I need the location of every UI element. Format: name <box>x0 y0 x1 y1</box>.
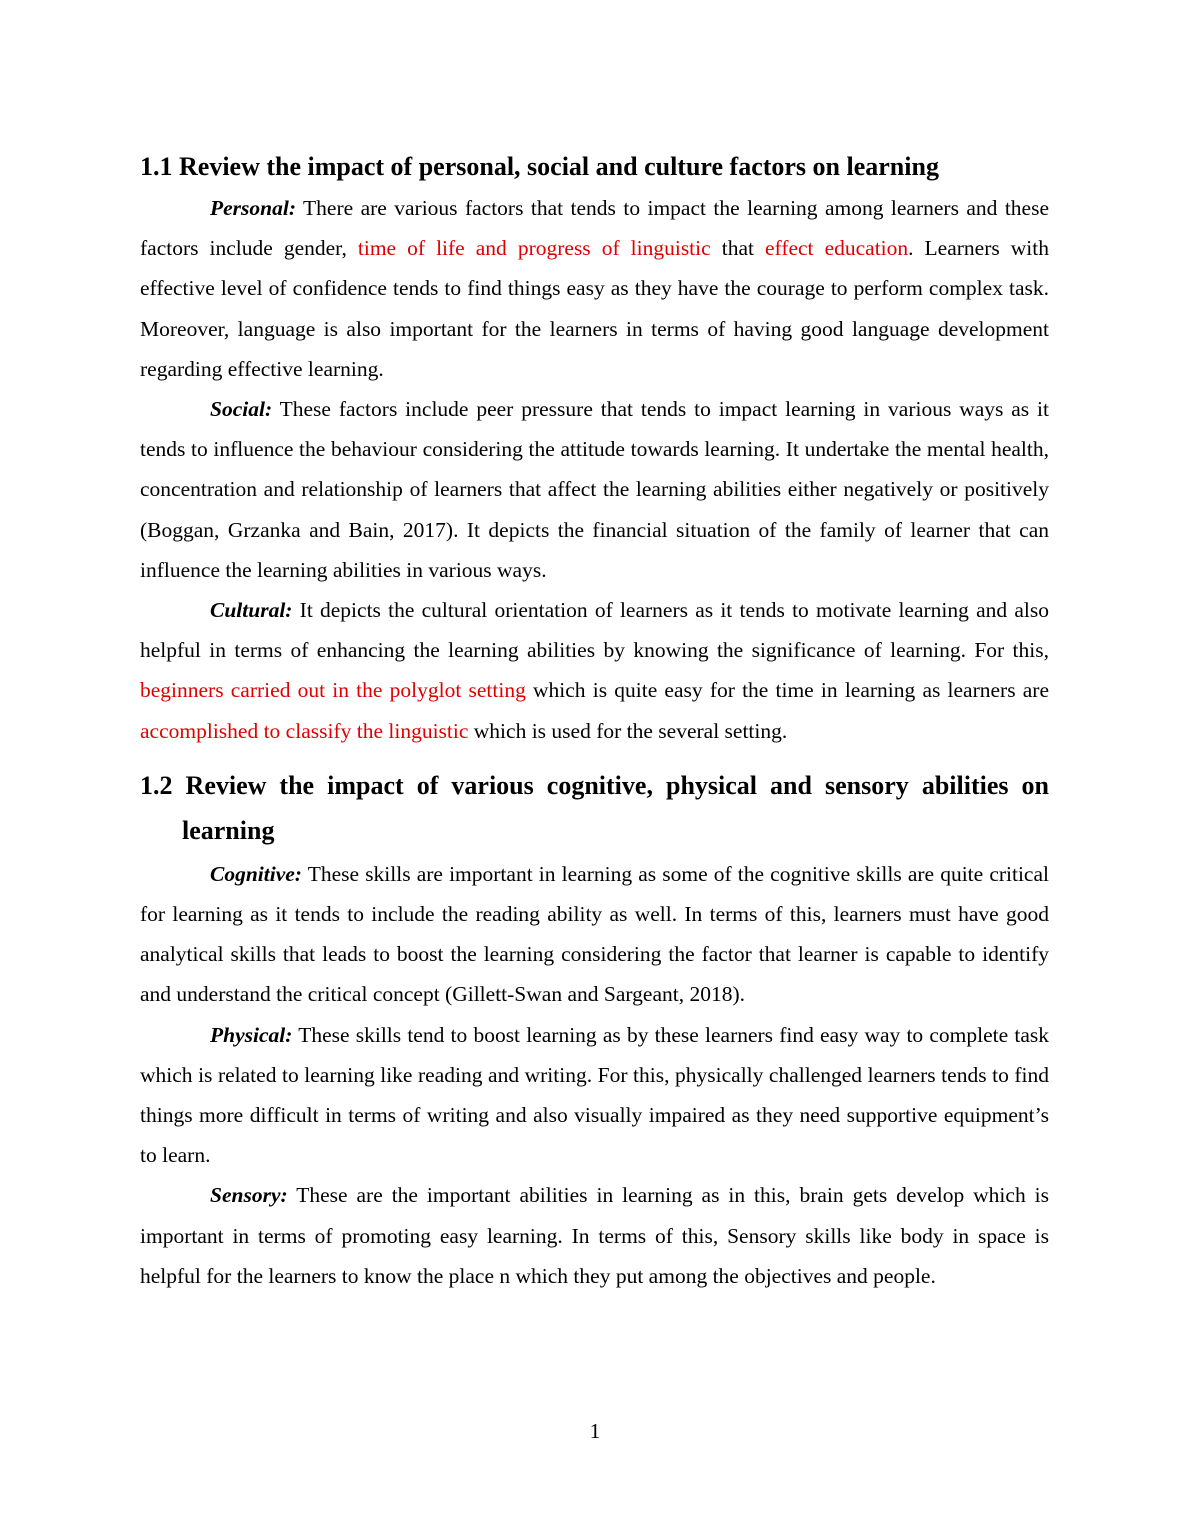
paragraph-personal <box>140 188 1049 389</box>
highlighted-text: time of life and progress of linguistic <box>357 236 711 261</box>
paragraph-sensory <box>140 1175 1049 1296</box>
paragraph-cognitive <box>140 854 1049 1015</box>
highlighted-text: effect education <box>765 236 909 261</box>
text-segment: There are various factors that tends to impact the learning among learners and these factors include gender, <box>140 196 1049 261</box>
section-heading-1-2: 1.2 Review the impact of various cognitive, physical and sensory abilities on learning <box>140 770 1049 845</box>
text-segment: which is quite easy for the time in learning as learners are <box>525 678 1049 703</box>
term-cognitive: Cognitive: <box>210 861 302 886</box>
term-cultural: Cultural: <box>210 598 293 623</box>
text-segment: These factors include peer pressure that tends to impact learning in various ways as it tends to influence the behaviour considering the attitude towards learning. It undertake the mental health, concentration and relationship of learners that affect the learning abilities either negatively or positively (Boggan, Grzanka and Bain, 2017). It depicts the financial situation of the family of learner that can influence the learning abilities in various ways. <box>140 397 1049 582</box>
text-segment: that <box>710 236 765 261</box>
text-segment: These are the important abilities in learning as in this, brain gets develop which is important in terms of promoting easy learning. In terms of this, Sensory skills like body in space is helpful for the learners to know the place n which they put among the objectives and people. <box>140 1183 1049 1288</box>
text-segment: These skills are important in learning as some of the cognitive skills are quite critical for learning as it tends to include the reading ability as well. In terms of this, learners must have good analytical skills that leads to boost the learning considering the factor that learner is capable to identify and understand the critical concept (Gillett-Swan and Sargeant, 2018). <box>140 861 1049 1007</box>
paragraph-physical <box>140 1015 1049 1176</box>
term-sensory: Sensory: <box>210 1183 288 1208</box>
paragraph-cultural <box>140 590 1049 751</box>
term-personal: Personal: <box>210 196 296 220</box>
text-segment: These skills tend to boost learning as by these learners find easy way to complete task which is related to learning like reading and writing. For this, physically challenged learners tends to find things more difficult in terms of writing and also visually impaired as they need supportive equipment’s to learn. <box>140 1022 1049 1168</box>
highlighted-text: beginners carried out in the polyglot setting <box>140 678 526 703</box>
page-content <box>140 148 1049 1296</box>
text-segment: which is used for the several setting. <box>468 718 788 743</box>
text-segment: . Learners with effective level of confidence tends to find things easy as they have the courage to perform complex task. Moreover, language is also important for the learners in terms of having good language development regarding effective learning. <box>140 236 1049 381</box>
term-physical: Physical: <box>210 1022 293 1047</box>
paragraph-social <box>140 389 1049 590</box>
page-number: 1 <box>589 1419 601 1443</box>
section-heading-1-1: 1.1 Review the impact of personal, social and culture factors on learning <box>140 152 939 181</box>
text-segment: It depicts the cultural orientation of learners as it tends to motivate learning and also helpful in terms of enhancing the learning abilities by knowing the significance of learning. For this, <box>140 598 1049 663</box>
term-social: Social: <box>210 397 273 422</box>
highlighted-text: accomplished to classify the linguistic <box>140 718 469 743</box>
